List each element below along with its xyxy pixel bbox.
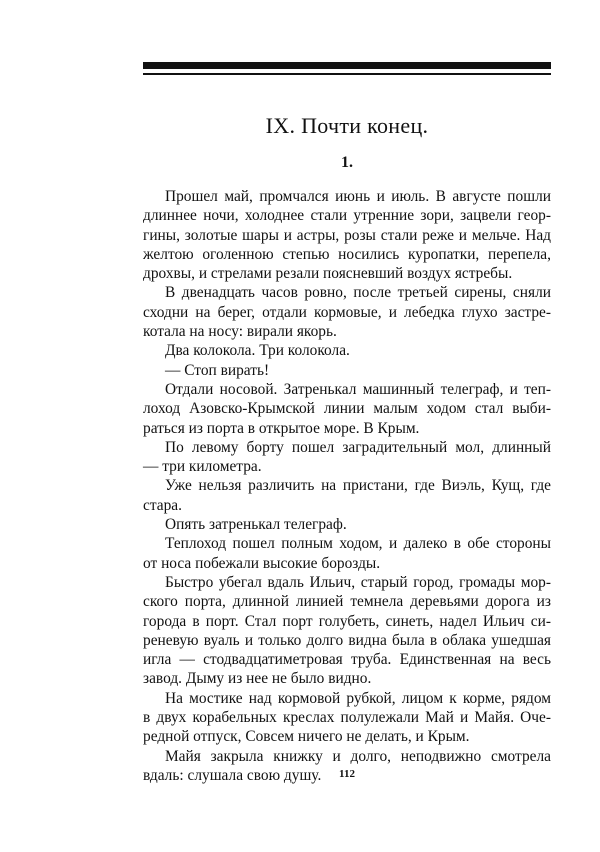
- text-line: от носа побежали высокие борозды.: [143, 554, 381, 572]
- paragraph: [143, 283, 551, 341]
- paragraph: [143, 476, 551, 515]
- page-number: 112: [339, 768, 355, 780]
- paragraph: [143, 689, 551, 747]
- text-line: В двенадцать часов ровно, после третьей сирены, сняли: [165, 284, 551, 302]
- section-number: 1.: [341, 154, 353, 171]
- text-line: Майя закрыла книжку и долго, неподвижно смотрела: [165, 747, 551, 765]
- paragraph: [143, 573, 551, 689]
- header-rule-thin: [143, 73, 551, 75]
- text-line: лоход Азовско-Крымской линии малым ходом стал выби-: [143, 400, 551, 418]
- text-line: города в порт. Стал порт голубеть, синеть, надел Ильич си-: [143, 612, 551, 630]
- paragraph: [143, 187, 551, 283]
- text-line: На мостике над кормовой рубкой, лицом к корме, рядом: [165, 689, 551, 707]
- text-line: длиннее ночи, холоднее стали утренние зори, зацвели геор-: [143, 207, 551, 225]
- paragraph: [143, 341, 551, 360]
- text-line: редной отпуск, Совсем ничего не делать, и Крым.: [143, 728, 470, 746]
- text-line: игла — стодвадцатиметровая труба. Единственная на весь: [143, 651, 551, 669]
- header-rule-thick: [143, 62, 551, 69]
- text-line: ского порта, длинной линией темнела деревьями дорога из: [143, 593, 551, 611]
- text-line: По левому борту пошел заградительный мол, длинный: [165, 438, 551, 456]
- text-line: — три километра.: [143, 458, 262, 476]
- text-line: реневую вуаль и только долго видна была в облака ушедшая: [143, 631, 551, 649]
- text-line: стара.: [143, 496, 182, 514]
- text-line: Теплоход пошел полным ходом, и далеко в обе стороны: [165, 535, 551, 553]
- paragraph: [143, 534, 551, 573]
- text-line: завод. Дыму из нее не было видно.: [143, 670, 372, 688]
- text-line: желтою оголенною степью носились куропатки, перепела,: [143, 245, 551, 263]
- paragraph: [143, 438, 551, 477]
- text-line: Отдали носовой. Затренькал машинный телеграф, и теп-: [165, 380, 551, 398]
- text-line: Опять затренькал телеграф.: [165, 516, 347, 534]
- text-line: — Стоп вирать!: [165, 361, 270, 379]
- text-line: вдаль: слушала свою душу.: [143, 766, 322, 784]
- text-line: сходни на берег, отдали кормовые, и лебедка глухо застре-: [143, 303, 551, 321]
- paragraph: [143, 515, 551, 534]
- text-line: Уже нельзя различить на пристани, где Виэль, Кущ, где: [165, 477, 551, 495]
- text-line: в двух корабельных креслах полулежали Май и Майя. Оче-: [143, 709, 551, 727]
- paragraph: [143, 380, 551, 438]
- text-line: раться из порта в открытое море. В Крым.: [143, 419, 420, 437]
- text-line: Быстро убегал вдаль Ильич, старый город, громады мор-: [165, 573, 551, 591]
- text-line: Два колокола. Три колокола.: [165, 342, 350, 360]
- text-line: дрохвы, и стрелами резали поясневший воздух ястребы.: [143, 265, 513, 283]
- text-line: гины, золотые шары и астры, розы стали реже и мельче. Над: [143, 226, 551, 244]
- text-line: Прошел май, промчался июнь и июль. В августе пошли: [165, 188, 551, 205]
- paragraph: [143, 361, 551, 380]
- chapter-title: IX. Почти конец.: [265, 113, 429, 138]
- text-line: котала на носу: вирали якорь.: [143, 323, 337, 341]
- text-body: [143, 187, 551, 785]
